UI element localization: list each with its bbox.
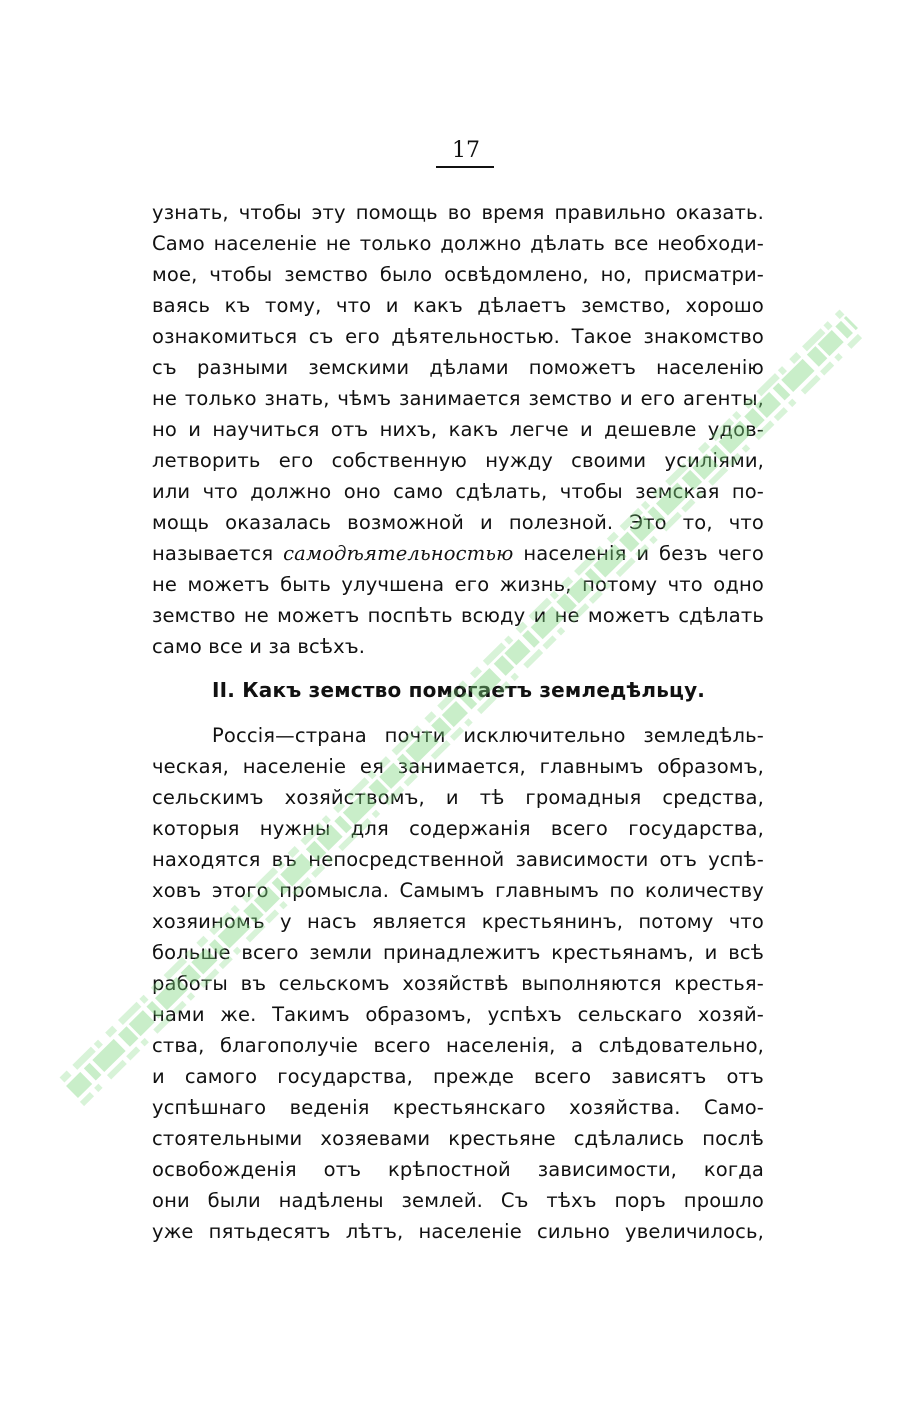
text-line: Само населенiе не только должно дѣлать все необходи-: [152, 232, 764, 255]
text-line: уже пятьдесятъ лѣтъ, населенiе сильно увеличилось,: [152, 1220, 764, 1243]
text-line: стоятельными хозяевами крестьяне сдѣлались послѣ: [152, 1127, 764, 1150]
page-number-rule: [436, 166, 494, 168]
text-line: не можетъ быть улучшена его жизнь, потому что одно: [152, 573, 764, 596]
text-line: ваясь къ тому, что и какъ дѣлаетъ земство, хорошо: [152, 294, 764, 317]
text-line: и самого государства, прежде всего зависятъ отъ: [152, 1065, 764, 1088]
text-line: мощь оказалась возможной и полезной. Это то, что: [152, 511, 764, 534]
section-heading: II. Какъ земство помогаетъ земледѣльцу.: [212, 678, 706, 702]
text-line: Россiя—страна почти исключительно земледѣль-: [212, 724, 764, 747]
text-line: сельскимъ хозяйствомъ, и тѣ громадныя средства,: [152, 786, 764, 809]
text-line: хозяиномъ у насъ является крестьянинъ, потому что: [152, 910, 764, 933]
text-line: работы въ сельскомъ хозяйствѣ выполняются крестья-: [152, 972, 764, 995]
text-line: летворить его собственную нужду своими усилiями,: [152, 449, 764, 472]
text-line: освобожденiя отъ крѣпостной зависимости, когда: [152, 1158, 764, 1181]
text-line: узнать, чтобы эту помощь во время правильно оказать.: [152, 201, 764, 224]
text-line: ховъ этого промысла. Самымъ главнымъ по количеству: [152, 879, 764, 902]
text-line: или что должно оно само сдѣлать, чтобы земская по-: [152, 480, 764, 503]
text-line: съ разными земскими дѣлами поможетъ населенiю: [152, 356, 764, 379]
text-line: не только знать, чѣмъ занимается земство и его агенты,: [152, 387, 764, 410]
text-line: больше всего земли принадлежитъ крестьянамъ, и всѣ: [152, 941, 764, 964]
text-line: земство не можетъ поспѣть всюду и не можетъ сдѣлать: [152, 604, 764, 627]
text-line: нами же. Такимъ образомъ, успѣхъ сельскаго хозяй-: [152, 1003, 764, 1026]
text-line: мое, чтобы земство было освѣдомлено, но, присматри-: [152, 263, 764, 286]
text-line: но и научиться отъ нихъ, какъ легче и дешевле удов-: [152, 418, 764, 441]
emphasized-term: самодѣятельностью: [283, 542, 514, 565]
text-line: находятся въ непосредственной зависимости отъ успѣ-: [152, 848, 764, 871]
page-number: 17: [452, 138, 480, 163]
text-line: ства, благополучiе всего населенiя, а слѣдовательно,: [152, 1034, 764, 1057]
text-run: населенiя и безъ чего: [513, 542, 765, 565]
text-line: успѣшнаго веденiя крестьянскаго хозяйства. Само-: [152, 1096, 764, 1119]
text-line: ознакомиться съ его дѣятельностью. Такое знакомство: [152, 325, 764, 348]
text-line: ческая, населенiе ея занимается, главнымъ образомъ,: [152, 755, 764, 778]
text-line: они были надѣлены землей. Съ тѣхъ поръ прошло: [152, 1189, 764, 1212]
text-run: называется: [152, 542, 284, 565]
text-line: само все и за всѣхъ.: [152, 635, 366, 658]
text-line: которыя нужны для содержанiя всего государства,: [152, 817, 764, 840]
text-line-with-emphasis: [152, 539, 764, 569]
